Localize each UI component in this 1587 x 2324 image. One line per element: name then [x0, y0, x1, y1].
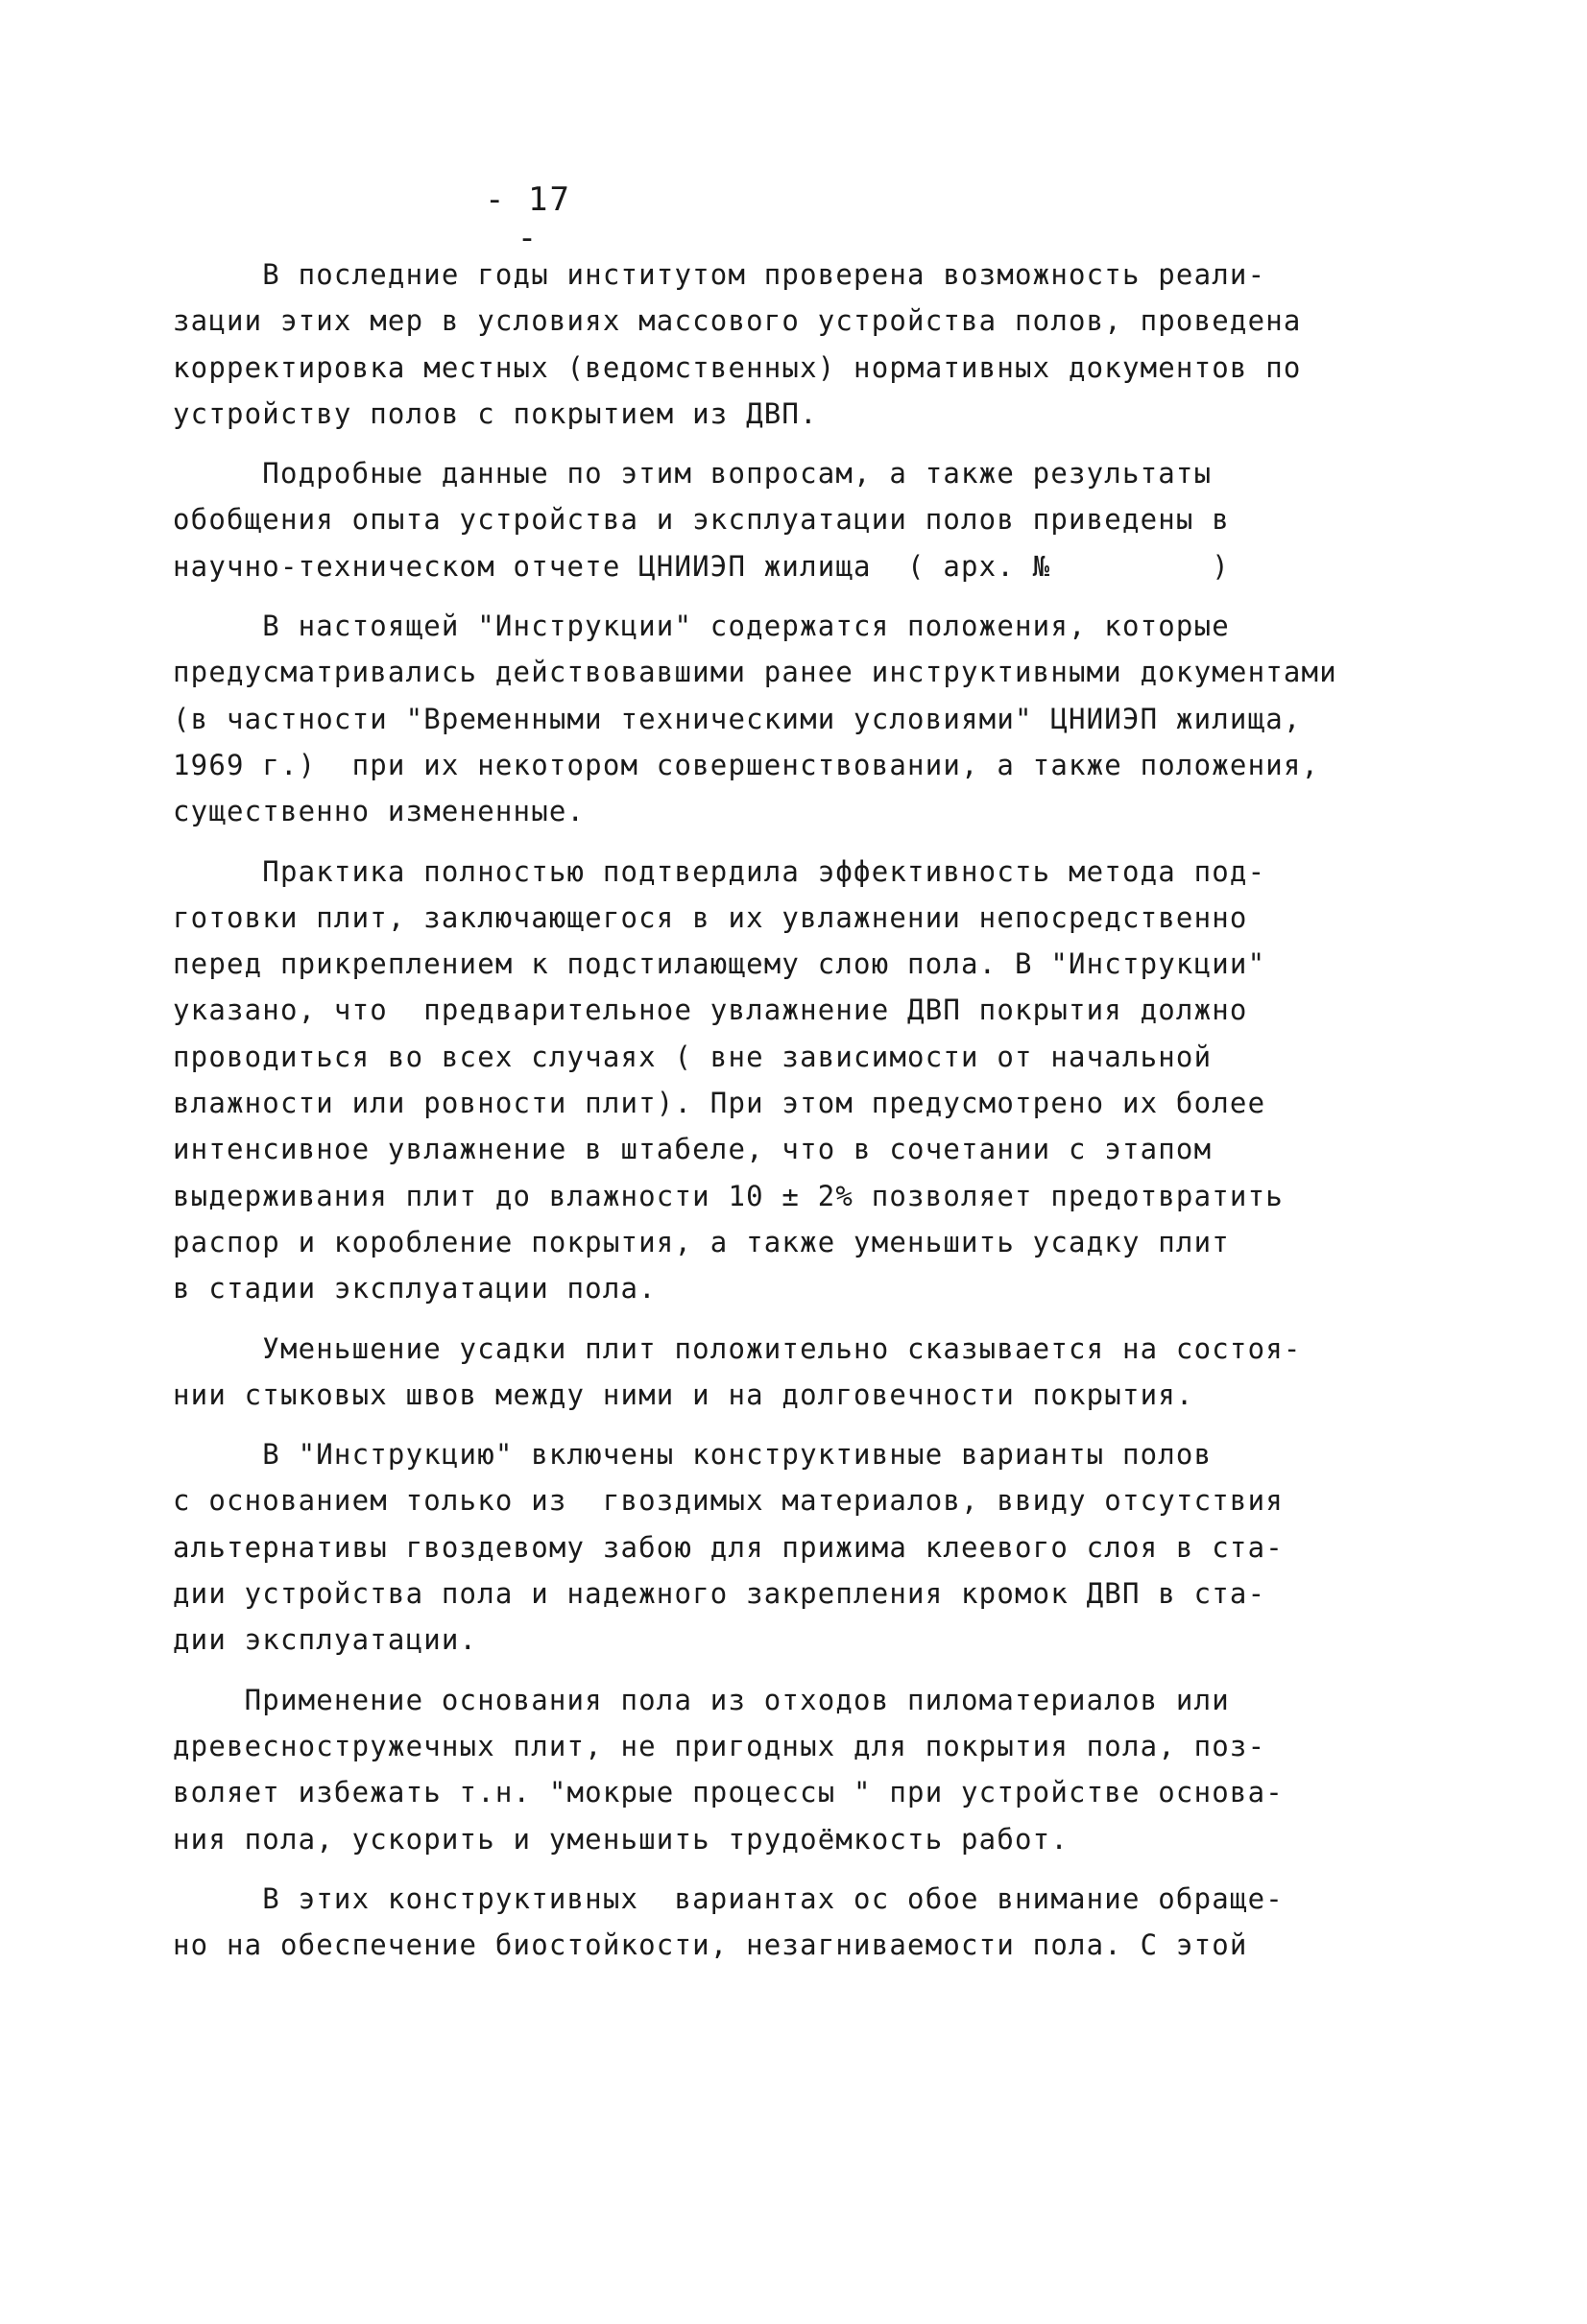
text-line: 1969 г.) при их некотором совершенствовании, а также положения,	[173, 748, 1320, 781]
text-line: зации этих мер в условиях массового устройства полов, проведена	[173, 304, 1302, 338]
text-line: научно-техническом отчете ЦНИИЭП жилища ( арх. № )	[173, 549, 1230, 583]
text-line: воляет избежать т.н. "мокрые процессы " при устройстве основа-	[173, 1776, 1284, 1809]
paragraph	[173, 603, 1421, 834]
text-line: указано, что предварительное увлажнение ДВП покрытия должно	[173, 994, 1248, 1027]
page-number: - 17 -	[485, 180, 571, 257]
text-line: В последние годы институтом проверена возможность реали-	[173, 258, 1266, 291]
text-line: но на обеспечение биостойкости, незагниваемости пола. С этой	[173, 1929, 1248, 1962]
paragraph-gap	[173, 1312, 1421, 1326]
paragraph	[173, 1876, 1421, 1969]
text-line: дии устройства пола и надежного закрепления кромок ДВП в ста-	[173, 1577, 1266, 1611]
text-line: корректировка местных (ведомственных) нормативных документов по	[173, 350, 1302, 384]
text-line: (в частности "Временными техническими условиями" ЦНИИЭП жилища,	[173, 702, 1302, 735]
text-line: распор и коробление покрытия, а также уменьшить усадку плит	[173, 1225, 1230, 1258]
text-line: обобщения опыта устройства и эксплуатации полов приведены в	[173, 503, 1230, 537]
paragraph-gap	[173, 1862, 1421, 1876]
text-line: нии стыковых швов между ними и на долговечности покрытия.	[173, 1378, 1194, 1411]
text-line: перед прикреплением к подстилающему слою пола. В "Инструкции"	[173, 947, 1266, 981]
text-line: существенно измененные.	[173, 795, 586, 828]
text-line: готовки плит, заключающегося в их увлажнении непосредственно	[173, 900, 1248, 934]
text-line: дии эксплуатации.	[173, 1623, 478, 1657]
paragraph	[173, 252, 1421, 437]
text-line: предусматривались действовавшими ранее инструктивными документами	[173, 656, 1337, 689]
text-line: Подробные данные по этим вопросам, а также результаты	[173, 457, 1213, 491]
text-line: в стадии эксплуатации пола.	[173, 1272, 657, 1306]
paragraph	[173, 1326, 1421, 1419]
text-line: Уменьшение усадки плит положительно сказывается на состоя-	[173, 1331, 1302, 1365]
paragraph	[173, 1677, 1421, 1862]
paragraph-gap	[173, 589, 1421, 603]
paragraph-gap	[173, 1418, 1421, 1431]
body-text	[173, 252, 1421, 1968]
text-line: Применение основания пола из отходов пиломатериалов или	[173, 1683, 1230, 1716]
text-line: выдерживания плит до влажности 10 ± 2% позволяет предотвратить	[173, 1179, 1284, 1212]
text-line: В настоящей "Инструкции" содержатся положения, которые	[173, 610, 1230, 643]
text-line: проводиться во всех случаях ( вне зависимости от начальной	[173, 1040, 1213, 1073]
paragraph-gap	[173, 835, 1421, 849]
paragraph-gap	[173, 1664, 1421, 1677]
text-line: альтернативы гвоздевому забою для прижима клеевого слоя в ста-	[173, 1530, 1284, 1564]
text-line: В этих конструктивных вариантах ос обое внимание обраще-	[173, 1881, 1284, 1915]
text-line: влажности или ровности плит). При этом предусмотрено их более	[173, 1087, 1266, 1120]
text-line: В "Инструкцию" включены конструктивные варианты полов	[173, 1438, 1213, 1472]
text-line: древесностружечных плит, не пригодных для покрытия пола, поз-	[173, 1729, 1266, 1762]
paragraph	[173, 1431, 1421, 1663]
text-line: Практика полностью подтвердила эффективность метода под-	[173, 854, 1266, 888]
paragraph	[173, 849, 1421, 1312]
text-line: интенсивное увлажнение в штабеле, что в сочетании с этапом	[173, 1133, 1213, 1166]
text-line: устройству полов с покрытием из ДВП.	[173, 396, 818, 430]
paragraph	[173, 450, 1421, 589]
text-line: ния пола, ускорить и уменьшить трудоёмкость работ.	[173, 1822, 1069, 1856]
paragraph-gap	[173, 437, 1421, 450]
text-line: с основанием только из гвоздимых материалов, ввиду отсутствия	[173, 1484, 1284, 1518]
